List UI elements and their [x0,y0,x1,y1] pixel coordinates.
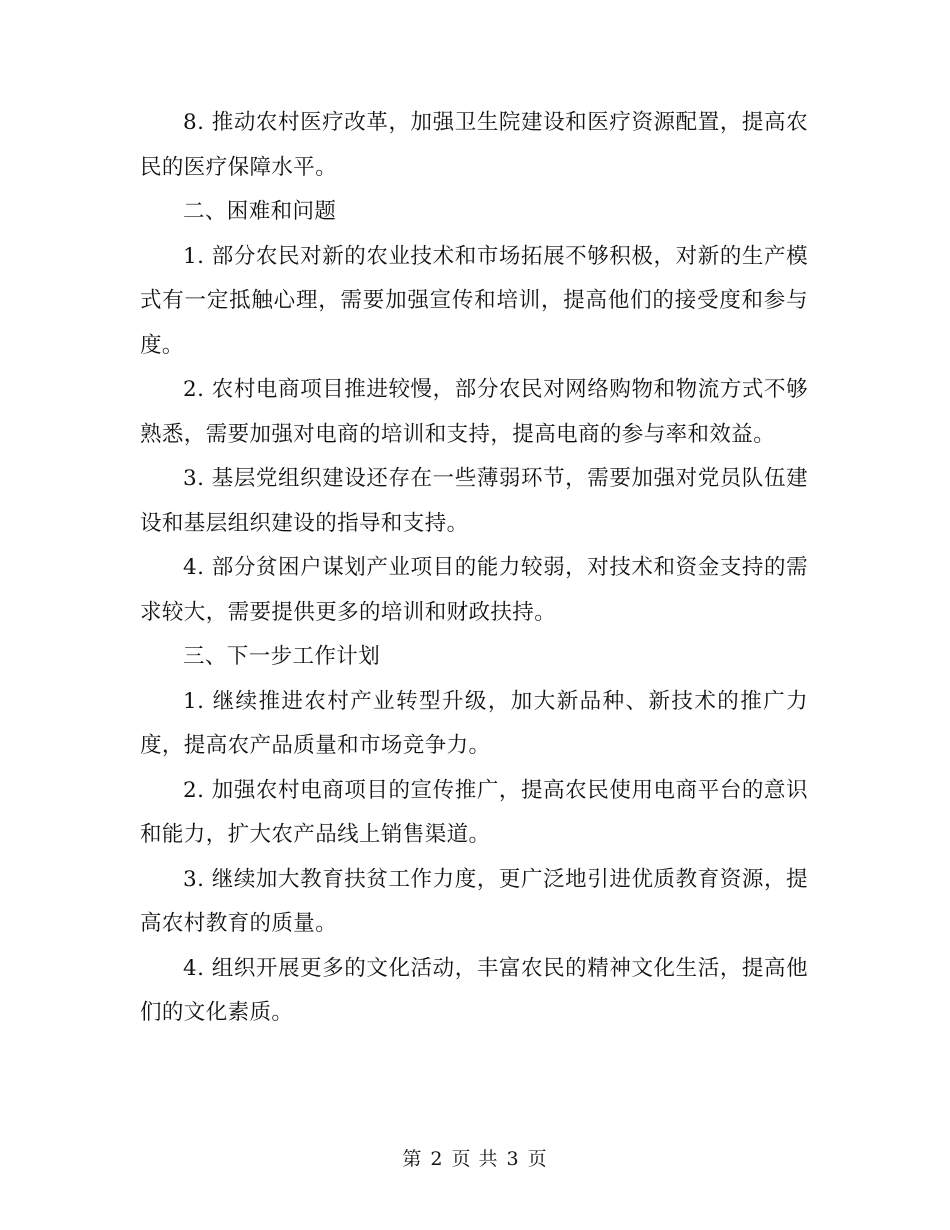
footer-suffix: 页 [527,1148,548,1170]
paragraph-plan-1: 1. 继续推进农村产业转型升级，加大新品种、新技术的推广力度，提高农产品质量和市场竞争力。 [140,688,808,758]
footer-prefix: 第 [402,1148,423,1170]
paragraph-item-8-medical-reform: 8. 推动农村医疗改革，加强卫生院建设和医疗资源配置，提高农民的医疗保障水平。 [140,110,808,180]
paragraph-difficulty-3: 3. 基层党组织建设还存在一些薄弱环节，需要加强对党员队伍建设和基层组织建设的指导和支持。 [140,466,808,536]
paragraph-plan-2: 2. 加强农村电商项目的宣传推广，提高农民使用电商平台的意识和能力，扩大农产品线上销售渠道。 [140,777,808,847]
page-footer [0,1144,950,1174]
paragraph-plan-4: 4. 组织开展更多的文化活动，丰富农民的精神文化生活，提高他们的文化素质。 [140,955,808,1025]
total-pages-number: 3 [506,1148,520,1170]
paragraph-difficulty-2: 2. 农村电商项目推进较慢，部分农民对网络购物和物流方式不够熟悉，需要加强对电商的培训和支持，提高电商的参与率和效益。 [140,377,808,447]
paragraph-difficulty-1: 1. 部分农民对新的农业技术和市场拓展不够积极，对新的生产模式有一定抵触心理，需要加强宣传和培训，提高他们的接受度和参与度。 [140,243,808,358]
current-page-number: 2 [430,1148,444,1170]
footer-mid: 页 共 [451,1148,499,1170]
document-body [140,101,808,1036]
paragraph-plan-3: 3. 继续加大教育扶贫工作力度，更广泛地引进优质教育资源，提高农村教育的质量。 [140,866,808,936]
section-heading-next-steps: 三、下一步工作计划 [183,644,381,669]
paragraph-difficulty-4: 4. 部分贫困户谋划产业项目的能力较弱，对技术和资金支持的需求较大，需要提供更多的培训和财政扶持。 [140,555,808,625]
section-heading-difficulties: 二、困难和问题 [183,199,337,224]
